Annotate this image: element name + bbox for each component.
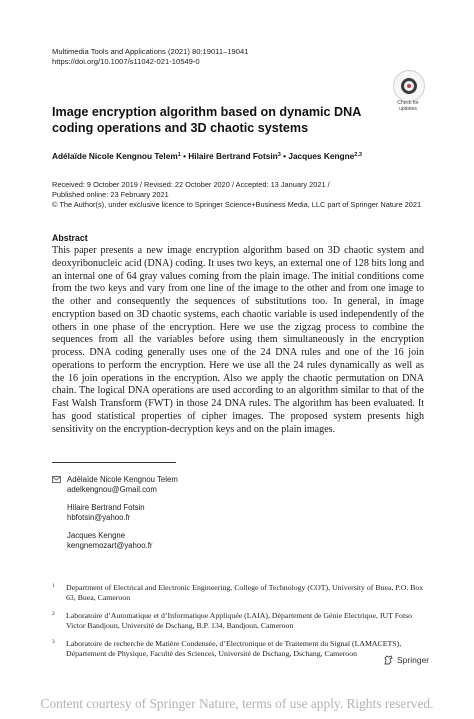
paper-title: Image encryption algorithm based on dynamic DNA coding operations and 3D chaotic systems xyxy=(52,105,361,135)
affiliation-number: 2 xyxy=(52,611,55,617)
contact-entry xyxy=(52,475,178,495)
envelope-icon xyxy=(52,476,61,483)
contact-entry xyxy=(52,503,178,523)
author-name[interactable]: Hilaire Bertrand Fotsin xyxy=(188,151,278,161)
author-name[interactable]: Adélaïde Nicole Kengnou Telem xyxy=(52,151,178,161)
check-for-updates-label: Check for updates xyxy=(397,100,419,112)
journal-header xyxy=(52,47,248,67)
contact-name: Jacques Kengne xyxy=(67,531,126,540)
author-affiliation-mark: 3 xyxy=(277,152,281,158)
affiliation-item xyxy=(52,639,424,659)
affiliation-list xyxy=(52,583,424,667)
abstract-text: This paper presents a new image encryption algorithm based on 3D chaotic system and deoxyribonucleic acid (DNA) coding. It uses two keys, an external one of 128 bits long and an internal one of 64 gray values coming from the plain image. The initial conditions come from the two keys and vary from one line of the image to the other and from one image to the other and consequently the sequences of substitutions too. In general, in image encryption based on 3D chaotic systems, each chaotic variable is used independently of the others in one phase of the encryption. Here we use the zigzag process to combine the sequences from all the variables before using them simultaneously in the encryption process. DNA coding generally uses one of the 24 DNA rules and one of the 16 join operations to perform the encryption. Here we use all the 24 rules dynamically as well as the 16 join operations in the encryption. Also we apply the chaotic permutation on DNA chain. The logical DNA operations are used according to an algorithm similar to that of the Fast Walsh Transform (FWT) in those 24 DNA rules. The algorithm has been evaluated. It has good statistical properties of cipher images. The proposed system presents high sensitivity on the encryption-decryption keys and on the plain images. xyxy=(52,245,424,435)
journal-citation: Multimedia Tools and Applications (2021) 80:19011–19041 xyxy=(52,47,249,56)
author-separator: • xyxy=(180,151,189,161)
contact-entry xyxy=(52,531,178,551)
check-for-updates-icon[interactable] xyxy=(393,70,425,102)
contact-email[interactable]: kengnemozart@yahoo.fr xyxy=(67,541,153,550)
dates-line: Received: 9 October 2019 / Revised: 22 October 2020 / Accepted: 13 January 2021 / xyxy=(52,180,330,189)
publisher-name: Springer xyxy=(397,655,430,665)
contact-list xyxy=(52,475,178,559)
affiliation-text: Laboratoire d’Automatique et d’Informatique Appliquée (LAIA), Département de Génie Electrique, IUT Fotso Victor Bandjoun, Université de Dschang, B.P. 134, Bandjoun, Cameroon xyxy=(66,611,413,630)
publication-dates xyxy=(52,180,432,210)
affiliation-text: Department of Electrical and Electronic Engineering, College of Technology (COT), University of Buea, P.O. Box 63, Buea, Cameroon xyxy=(66,583,424,602)
springer-horse-icon xyxy=(383,655,394,665)
doi-link[interactable]: https://doi.org/10.1007/s11042-021-10549-0 xyxy=(52,57,200,66)
contact-name: Hilaire Bertrand Fotsin xyxy=(67,503,145,512)
author-list xyxy=(52,150,362,162)
author-affiliation-mark: 2,3 xyxy=(354,152,362,158)
author-affiliation-mark: 1 xyxy=(177,152,181,158)
springer-logo xyxy=(383,655,429,665)
contact-name: Adélaïde Nicole Kengnou Telem xyxy=(67,475,178,484)
affiliation-item xyxy=(52,583,424,603)
affiliation-number: 3 xyxy=(52,639,55,645)
author-name[interactable]: Jacques Kengne xyxy=(288,151,355,161)
affiliation-item xyxy=(52,611,424,631)
watermark-text: Content courtesy of Springer Nature, terms of use apply. Rights reserved. xyxy=(40,696,434,711)
footnote-divider xyxy=(52,462,176,463)
affiliation-number: 1 xyxy=(52,583,55,589)
contact-email[interactable]: adelkengnou@Gmail.com xyxy=(67,485,157,494)
dates-line: Published online: 23 February 2021 xyxy=(52,190,169,199)
contact-email[interactable]: hbfotsin@yahoo.fr xyxy=(67,513,131,522)
abstract-heading: Abstract xyxy=(52,233,88,243)
affiliation-text: Laboratoire de recherche de Matière Condensée, d’Electronique et de Traitement du Signal (LAMACETS), Département de Physique, Faculté des Sciences, Université de Dschang, Dschang, Cameroon xyxy=(66,639,402,658)
author-separator: • xyxy=(280,151,289,161)
copyright-line: © The Author(s), under exclusive licence to Springer Science+Business Media, LLC part of Springer Nature 2021 xyxy=(52,200,422,209)
